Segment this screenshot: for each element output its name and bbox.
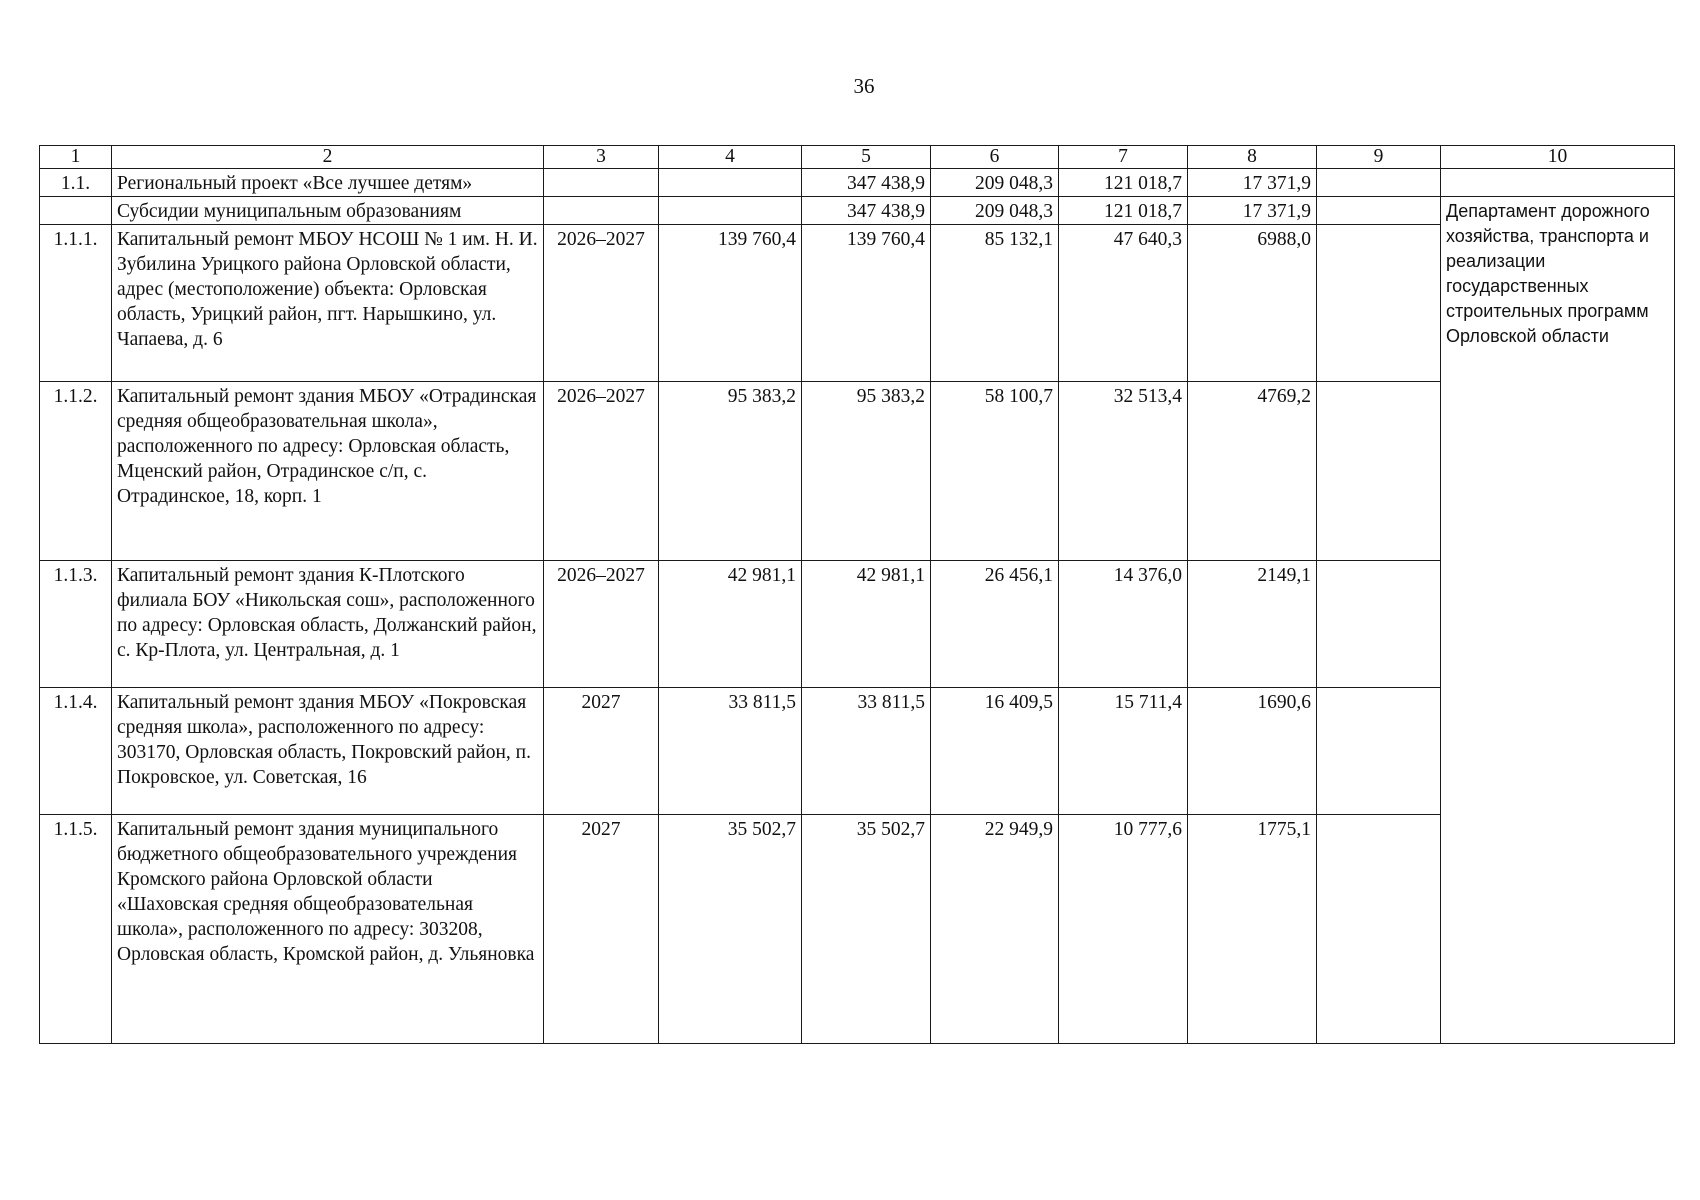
- row-value-8: 17 371,9: [1188, 169, 1317, 197]
- row-value-7: 47 640,3: [1059, 225, 1188, 382]
- row-value-6: 209 048,3: [931, 169, 1059, 197]
- row-value-5: 347 438,9: [802, 197, 931, 225]
- row-value-8: 4769,2: [1188, 382, 1317, 561]
- header-cell: 2: [112, 146, 544, 169]
- row-number: 1.1.: [40, 169, 112, 197]
- row-value-9: [1317, 815, 1441, 1044]
- table-row: [40, 561, 1675, 688]
- row-value-6: 16 409,5: [931, 688, 1059, 815]
- row-value-8: 1690,6: [1188, 688, 1317, 815]
- header-cell: 4: [659, 146, 802, 169]
- row-value-5: 35 502,7: [802, 815, 931, 1044]
- row-value-6: 85 132,1: [931, 225, 1059, 382]
- row-value-5: 33 811,5: [802, 688, 931, 815]
- row-value-7: 14 376,0: [1059, 561, 1188, 688]
- row-number: [40, 197, 112, 225]
- header-cell: 9: [1317, 146, 1441, 169]
- row-title: Капитальный ремонт МБОУ НСОШ № 1 им. Н. И. Зубилина Урицкого района Орловской области, адрес (местоположение) объекта: Орловская область, Урицкий район, пгт. Нарышкино, ул. Чапаева, д. 6: [112, 225, 544, 382]
- page-number: 36: [853, 74, 875, 98]
- row-value-9: [1317, 561, 1441, 688]
- row-value-9: [1317, 197, 1441, 225]
- header-cell: 5: [802, 146, 931, 169]
- row-value-4: 42 981,1: [659, 561, 802, 688]
- responsible-executor: Департамент дорожного хозяйства, транспорта и реализации государственных строительных программ Орловской области: [1441, 197, 1675, 1044]
- header-cell: 1: [40, 146, 112, 169]
- table-row: [40, 382, 1675, 561]
- row-value-4: 33 811,5: [659, 688, 802, 815]
- row-period: 2026–2027: [544, 225, 659, 382]
- table-row: [40, 225, 1675, 382]
- row-title: Капитальный ремонт здания К-Плотского филиала БОУ «Никольская сош», расположенного по адресу: Орловская область, Должанский район, с. Кр-Плота, ул. Центральная, д. 1: [112, 561, 544, 688]
- row-period: 2027: [544, 815, 659, 1044]
- row-value-7: 121 018,7: [1059, 169, 1188, 197]
- row-value-6: 209 048,3: [931, 197, 1059, 225]
- row-number: 1.1.5.: [40, 815, 112, 1044]
- table-row-project: [40, 169, 1675, 197]
- row-period: [544, 197, 659, 225]
- table-row: [40, 688, 1675, 815]
- row-value-8: 6988,0: [1188, 225, 1317, 382]
- row-value-8: 2149,1: [1188, 561, 1317, 688]
- row-number: 1.1.3.: [40, 561, 112, 688]
- row-value-4: [659, 197, 802, 225]
- header-cell: 3: [544, 146, 659, 169]
- row-value-5: 95 383,2: [802, 382, 931, 561]
- header-cell: 10: [1441, 146, 1675, 169]
- row-value-6: 26 456,1: [931, 561, 1059, 688]
- funding-table: [39, 145, 1675, 1044]
- row-value-9: [1317, 225, 1441, 382]
- header-row: [40, 146, 1675, 169]
- row-value-4: [659, 169, 802, 197]
- row-value-8: 1775,1: [1188, 815, 1317, 1044]
- row-value-6: 22 949,9: [931, 815, 1059, 1044]
- header-cell: 8: [1188, 146, 1317, 169]
- row-period: 2026–2027: [544, 561, 659, 688]
- row-responsible-empty: [1441, 169, 1675, 197]
- row-title: Капитальный ремонт здания муниципального бюджетного общеобразовательного учреждения Кромского района Орловской области «Шаховская средняя общеобразовательная школа», расположенного по адресу: 303208, Орловская область, Кромской район, д. Ульяновка: [112, 815, 544, 1044]
- row-value-8: 17 371,9: [1188, 197, 1317, 225]
- row-title: Региональный проект «Все лучшее детям»: [112, 169, 544, 197]
- row-value-9: [1317, 169, 1441, 197]
- row-value-7: 32 513,4: [1059, 382, 1188, 561]
- header-cell: 7: [1059, 146, 1188, 169]
- row-value-7: 10 777,6: [1059, 815, 1188, 1044]
- row-value-7: 121 018,7: [1059, 197, 1188, 225]
- row-period: 2027: [544, 688, 659, 815]
- row-title: Капитальный ремонт здания МБОУ «Отрадинская средняя общеобразовательная школа», расположенного по адресу: Орловская область, Мценский район, Отрадинское с/п, с. Отрадинское, 18, корп. 1: [112, 382, 544, 561]
- row-value-9: [1317, 688, 1441, 815]
- row-value-5: 347 438,9: [802, 169, 931, 197]
- row-number: 1.1.1.: [40, 225, 112, 382]
- row-value-4: 95 383,2: [659, 382, 802, 561]
- row-period: [544, 169, 659, 197]
- header-cell: 6: [931, 146, 1059, 169]
- row-value-5: 139 760,4: [802, 225, 931, 382]
- row-number: 1.1.2.: [40, 382, 112, 561]
- row-number: 1.1.4.: [40, 688, 112, 815]
- table-row: [40, 815, 1675, 1044]
- row-value-7: 15 711,4: [1059, 688, 1188, 815]
- row-value-4: 139 760,4: [659, 225, 802, 382]
- row-value-4: 35 502,7: [659, 815, 802, 1044]
- table-row-subsidies: [40, 197, 1675, 225]
- row-value-6: 58 100,7: [931, 382, 1059, 561]
- row-title: Капитальный ремонт здания МБОУ «Покровская средняя школа», расположенного по адресу: 303170, Орловская область, Покровский район, п. Покровское, ул. Советская, 16: [112, 688, 544, 815]
- row-value-5: 42 981,1: [802, 561, 931, 688]
- row-period: 2026–2027: [544, 382, 659, 561]
- row-title: Субсидии муниципальным образованиям: [112, 197, 544, 225]
- row-value-9: [1317, 382, 1441, 561]
